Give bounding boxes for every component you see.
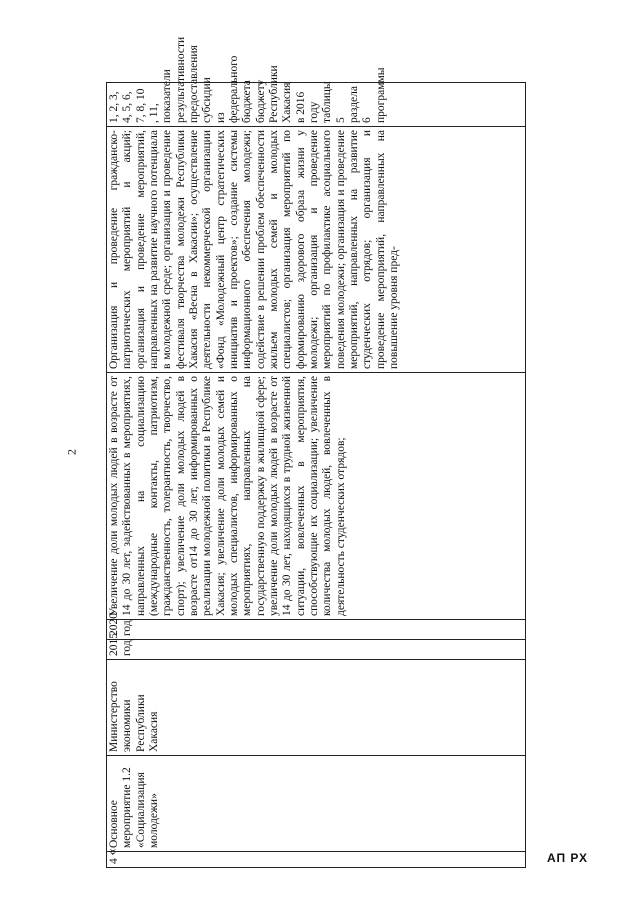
page-number: 2 (64, 449, 79, 455)
event-cell: Основное мероприятие 1.2 «Социализация молодежи» (107, 756, 526, 852)
executor-cell: Министерство экономики Республики Хакасия (107, 660, 526, 756)
start-year-cell: 2015 год (107, 640, 526, 660)
quote-mark: « (105, 848, 120, 856)
indicator-link-cell: 1, 2, 3, 4, 5, 6, 7, 8, 10 , 11, показатели результативности предоставления субсидии из федерального бюджета бюджету Республики Хакасия в 2016 году таблицы 5 раздела 6 программы (107, 83, 526, 127)
rotated-table-container (106, 36, 526, 868)
end-year-cell: 2020 год (107, 620, 526, 640)
footer-mark: АП РХ (546, 851, 588, 865)
table-row (107, 83, 526, 868)
program-table (106, 36, 526, 868)
expected-result-cell: Увеличение доли молодых людей в возрасте от 14 до 30 лет, задействованных в мероприятиях, направленных на социализацию (международные контакты, патриотизм, гражданственность, толерантность, творчество, спорт); увеличение доли молодых людей в возрасте от14 до 30 лет, информированных о реализации молодежной политики в Республике Хакасия; увеличение доли молодых семей и молодых специалистов, информированных о мероприятиях, направленных на государственную поддержку в жилищной сфере; увеличение доли молодых людей в возрасте от 14 до 30 лет, находящихся в трудной жизненной ситуации, вовлеченных в мероприятия, способствующие их социализации; увеличение количества молодых людей, вовлеченных в деятельность студенческих отрядов; (107, 373, 526, 620)
main-directions-cell: Организация и проведение гражданско-патриотических мероприятий и акций; организация и проведение мероприятий, направленных на развитие научного потенциала в молодежной среде; организация и проведение фестиваля творчества молодежи Республики Хакасия «Весна в Хакасии»; осуществление деятельности некоммерческой организации «Фонд «Молодежный центр стратегических инициатив и проектов»; создание системы информационного обеспечения молодежи; содействие в решении проблем обеспеченности жильем молодых семей и молодых специалистов; организация мероприятий по формированию здорового образа жизни у молодежи; организация и проведение мероприятий по профилактике асоциального поведения молодежи; организация и проведение мероприятий, направленных на развитие студенческих отрядов; организация и проведение мероприятий, направленных на повышение уровня пред- (107, 127, 526, 373)
row-number-cell: 4 (107, 852, 526, 868)
